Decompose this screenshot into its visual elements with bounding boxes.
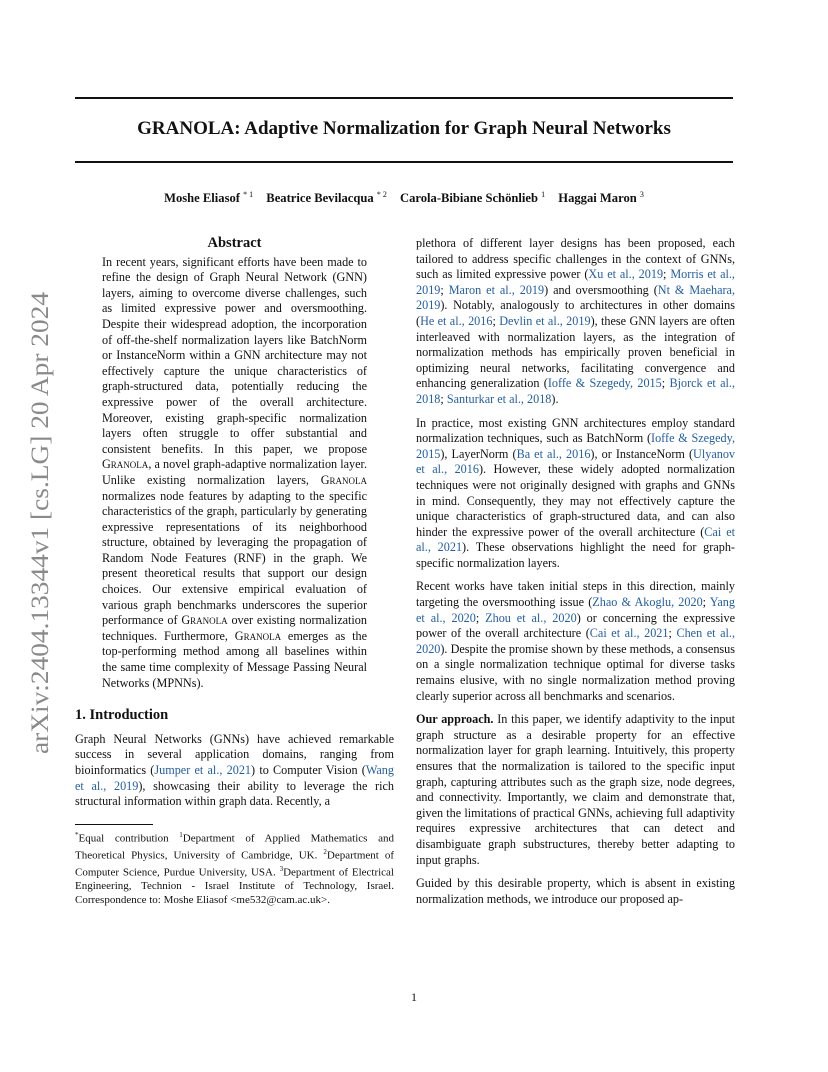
citation-link[interactable]: He et al., 2016 <box>420 313 493 328</box>
paper-title: GRANOLA: Adaptive Normalization for Graph Neural Networks <box>137 118 671 139</box>
citation-link[interactable]: Maron et al., 2019 <box>448 282 545 297</box>
citation-link[interactable]: Morris et al., 2019 <box>416 267 735 297</box>
citation-link[interactable]: Ioffe & Szegedy, 2015 <box>416 431 735 461</box>
paragraph-text: ). However, these widely adopted normalization techniques were not originally designed with graphs and GNNs in mind. Consequently, they may not effectively capture the unique characteristics of graph-structured data, and can also hinder the expressive power of the overall architecture ( <box>416 462 735 539</box>
paragraph-text: ). <box>551 391 559 406</box>
footnote-text: Department of Applied Mathematics and Theoretical Physics, University of Cambridge, UK. <box>75 832 394 862</box>
section-heading-introduction: 1. Introduction <box>75 707 169 724</box>
page-number: 1 <box>411 990 417 1004</box>
affiliation-footnote <box>75 829 394 907</box>
paragraph-text: ), LayerNorm ( <box>440 446 517 461</box>
author-name: Haggai Maron <box>558 191 637 206</box>
paragraph-text: ; <box>661 376 670 391</box>
footnote-mark: 3 <box>279 865 284 874</box>
abstract-text: In recent years, significant efforts have been made to refine the design of Graph Neural Network (GNN) layers, aiming to overcome diverse challenges, such as limited expressive power and oversmoothing. Despite their widespread adoption, the incorporation of off-the-shelf normalization layers like BatchNorm or InstanceNorm within a GNN architecture may not effectively capture the unique characteristics of graph-structured data, potentially reducing the expressive power of the overall architecture. Moreover, existing graph-specific normalization layers often struggle to offer substantial and consistent benefits. In this paper, we propose <box>102 254 367 456</box>
footnote-mark: * <box>75 830 79 839</box>
citation-link[interactable]: Zhou et al., 2020 <box>485 610 577 625</box>
paragraph-text: ; <box>663 267 671 282</box>
paragraph-text: plethora of different layer designs has been proposed, each tailored to address specific challenges in the context of GNNs, such as limited expressive power ( <box>416 236 735 282</box>
footnote-text: Department of Electrical Engineering, Technion - Israel Institute of Technology, Israel. Correspondence to: Moshe Eliasof <me532@cam.ac.uk>. <box>75 866 394 906</box>
paragraph-text: Guided by this desirable property, which is absent in existing normalization methods, we introduce our proposed ap- <box>416 876 735 906</box>
paragraph-text: ) and oversmoothing ( <box>544 282 658 297</box>
citation-link[interactable]: Ulyanov et al., 2016 <box>416 446 736 477</box>
citation-link[interactable]: Bjorck et al., 2018 <box>416 376 736 406</box>
abstract-text: normalizes node features by adapting to the specific characteristics of the graph, particularly by generating expressive representations of its neighborhood structure, obtained by leveraging the propagation of Random Node Features (RNF) in the graph. We present theoretical results that support our design choices. Our extensive empirical evaluation of various graph benchmarks underscores the superior performance of <box>102 488 367 628</box>
citation-link[interactable]: Zhao & Akoglu, 2020 <box>592 595 703 610</box>
citation-link[interactable]: Ioffe & Szegedy, 2015 <box>547 376 662 391</box>
footnote-rule <box>75 824 153 825</box>
paragraph-text: ) to Computer Vision ( <box>251 763 366 777</box>
author-affiliation-mark: * 2 <box>376 190 387 199</box>
paragraph <box>416 579 735 704</box>
abstract-text: , a novel graph-adaptive normalization layer. Unlike existing normalization layers, <box>102 457 367 487</box>
paragraph-text: ; <box>668 626 677 641</box>
footnote-mark: 2 <box>323 847 327 856</box>
citation-link[interactable]: Nt & Maehara, 2019 <box>416 282 736 313</box>
paragraph-run-in-heading: Our approach. <box>416 712 494 727</box>
citation-link[interactable]: Wang et al., 2019 <box>75 763 394 793</box>
paragraph <box>416 236 735 408</box>
citation-link[interactable]: Xu et al., 2019 <box>588 267 664 282</box>
arxiv-stamp <box>26 286 58 758</box>
abstract-text: emerges as the top-performing method among all baselines within the same time complexity of Message Passing Neural Networks (MPNNs). <box>102 628 367 690</box>
paragraph-text: ), or InstanceNorm ( <box>590 446 694 461</box>
author-name: Moshe Eliasof <box>164 191 240 206</box>
author-affiliation-mark: 1 <box>541 190 546 199</box>
paragraph <box>416 712 735 868</box>
method-name: Granola <box>181 613 228 628</box>
paragraph-text: In practice, most existing GNN architectures employ standard normalization techniques, such as BatchNorm ( <box>416 415 735 446</box>
footnote-mark: 1 <box>179 830 183 839</box>
method-name: Granola <box>320 472 367 487</box>
author-affiliation-mark: 3 <box>639 190 644 199</box>
abstract-heading: Abstract <box>207 235 262 251</box>
footnote-text: Department of Computer Science, Purdue University, USA. <box>75 849 394 879</box>
paragraph-text: ). Notably, analogously to architectures in other domains ( <box>416 298 735 328</box>
paragraph <box>416 416 735 572</box>
abstract-body <box>75 255 394 692</box>
author-name: Beatrice Bevilacqua <box>266 191 374 206</box>
paragraph-text: ; <box>492 313 500 328</box>
paragraph-text: ; <box>440 391 447 406</box>
abstract-text: over existing normalization techniques. Furthermore, <box>102 613 367 643</box>
method-name: Granola <box>234 628 282 643</box>
paragraph-text: ; <box>440 282 449 297</box>
citation-link[interactable]: Devlin et al., 2019 <box>499 313 591 328</box>
citation-link[interactable]: Jumper et al., 2021 <box>154 763 252 777</box>
arxiv-identifier: arXiv:2404.13344v1 [cs.LG] 20 Apr 2024 <box>27 331 54 754</box>
paragraph-text: In this paper, we identify adaptivity to the input graph structure as a desirable property for an effective normalization layer for graph learning. Intuitively, this property ensures that the normalization is tailored to the specific input graph, capturing attributes such as the graph size, node degrees, and connectivity. Importantly, we claim and demonstrate that, given the limitations of practical GNNs, achieving full adaptivity requires expressive architectures that can detect and disambiguate graph substructures, thereby better adapting to input graphs. <box>416 712 735 867</box>
paragraph <box>75 732 394 810</box>
arxiv-stamp-graphic <box>26 286 58 758</box>
footnote-text: Equal contribution <box>78 832 180 845</box>
top-rule <box>75 97 733 99</box>
left-column <box>75 236 394 907</box>
paragraph-text: ) or concerning the expressive power of the overall architecture ( <box>416 610 735 641</box>
paragraph-text: ), these GNN layers are often interleaved with normalization layers, as the integration of normalization methods has empirically proven beneficial in optimizing neural networks, facilitating convergence and enhancing generalization ( <box>416 313 735 391</box>
paragraph <box>416 876 735 907</box>
citation-link[interactable]: Santurkar et al., 2018 <box>446 391 552 406</box>
paragraph-text: ), showcasing their ability to leverage the rich structural information within graph data. Recently, a <box>75 778 394 809</box>
right-column <box>416 236 735 915</box>
citation-link[interactable]: Cai et al., 2021 <box>416 524 735 555</box>
paragraph-text: ; <box>475 610 486 625</box>
author-list <box>75 190 733 206</box>
citation-link[interactable]: Cai et al., 2021 <box>589 626 669 641</box>
paragraph-text: ). Despite the promise shown by these methods, a consensus on a single normalization technique optimal for diverse tasks remains elusive, with no single normalization method proving clearly superior across all benchmarks and scenarios. <box>416 641 735 703</box>
title-bottom-rule <box>75 161 733 163</box>
citation-link[interactable]: Ba et al., 2016 <box>516 446 591 461</box>
method-name: Granola <box>102 457 149 472</box>
paragraph-text: ; <box>702 595 710 610</box>
author-name: Carola-Bibiane Schönlieb <box>399 191 538 206</box>
paragraph-text: Recent works have taken initial steps in this direction, mainly targeting the oversmoothing issue ( <box>416 579 735 610</box>
citation-link[interactable]: Yang et al., 2020 <box>416 595 735 625</box>
paragraph-text: ). These observations highlight the need for graph-specific normalization layers. <box>416 540 735 570</box>
author-affiliation-mark: * 1 <box>243 190 254 199</box>
citation-link[interactable]: Chen et al., 2020 <box>416 626 736 656</box>
paragraph-text: Graph Neural Networks (GNNs) have achieved remarkable success in several application domains, ranging from bioinformatics ( <box>75 731 394 777</box>
